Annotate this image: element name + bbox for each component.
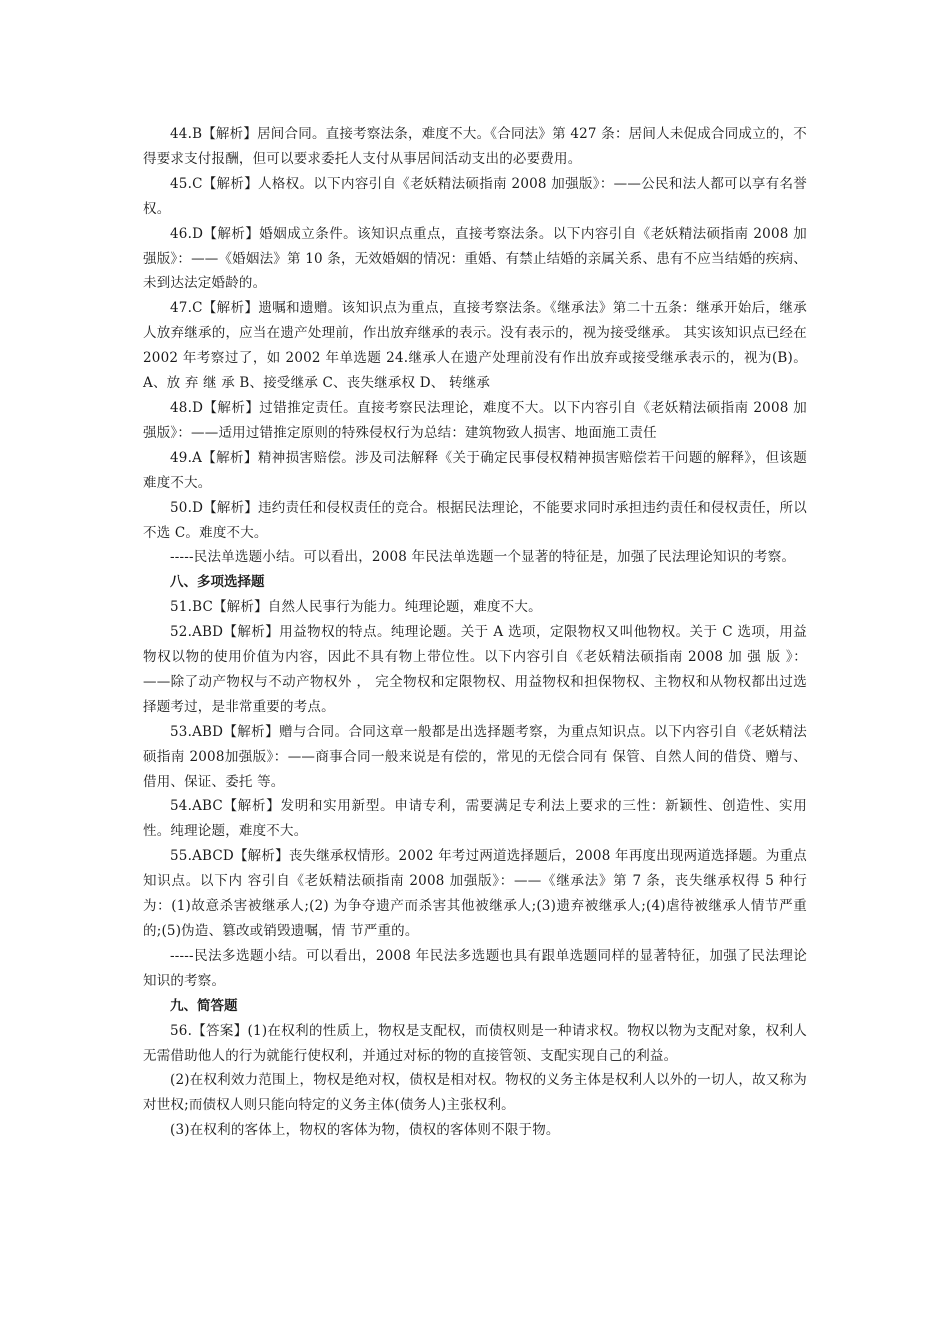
answer-55: 55.ABCD【解析】丧失继承权情形。2002 年考过两道选择题后，2008 年再度出现两道选择题。为重点知识点。以下内 容引自《老妖精法硕指南 2008 加强版》：——《继承法》第 7 条，丧失继承权得 5 种行为：(1)故意杀害被继承人;(2) 为争夺遗产而杀害其他被继承人;(3)遗弃被继承人;(4)虐待被继承人情节严重的;(5)伪造、篡改或销毁遗嘱，情 节严重的。 (143, 848, 807, 939)
answer-56-part-2: (2)在权利效力范围上，物权是绝对权，债权是相对权。物权的义务主体是权利人以外的一切人，故又称为对世权;而债权人则只能向特定的义务主体(债务人)主张权利。 (143, 1072, 807, 1114)
answer-45: 45.C【解析】人格权。以下内容引自《老妖精法硕指南 2008 加强版》：——公民和法人都可以享有名誉权。 (143, 175, 807, 217)
answer-56-part-1: 56.【答案】(1)在权利的性质上，物权是支配权，而债权则是一种请求权。物权以物为支配对象，权利人无需借助他人的行为就能行使权利，并通过对标的物的直接管领、支配实现自己的利益。 (143, 1022, 807, 1064)
single-choice-summary: -----民法单选题小结。可以看出，2008 年民法单选题一个显著的特征是，加强了民法理论知识的考察。 (170, 549, 796, 566)
answer-44: 44.B【解析】居间合同。直接考察法条，难度不大。《合同法》第 427 条：居间人未促成合同成立的，不得要求支付报酬，但可以要求委托人支付从事居间活动支出的必要费用。 (143, 126, 807, 167)
multiple-choice-summary: -----民法多选题小结。可以看出，2008 年民法多选题也具有跟单选题同样的显著特征，加强了民法理论知识的考察。 (143, 947, 807, 989)
section-heading-short-answer: 九、简答题 (170, 997, 238, 1014)
answer-50: 50.D【解析】违约责任和侵权责任的竞合。根据民法理论，不能要求同时承担违约责任和侵权责任，所以不选 C。难度不大。 (143, 499, 807, 541)
answer-47: 47.C【解析】遗嘱和遗赠。该知识点为重点，直接考察法条。《继承法》第二十五条：继承开始后，继承人放弃继承的，应当在遗产处理前，作出放弃继承的表示。没有表示的，视为接受继承。 其实该知识点已经在 2002 年考察过了，如 2002 年单选题 24.继承人在遗产处理前没有作出放弃或接受继承表示的，视为(B)。 A、放 弃 继 承 B、接受继承 C、丧失继承权 D、 转继承 (143, 300, 807, 392)
section-heading-multiple-choice: 八、多项选择题 (170, 574, 265, 591)
answer-53: 53.ABD【解析】赠与合同。合同这章一般都是出选择题考察，为重点知识点。以下内容引自《老妖精法硕指南 2008加强版》：——商事合同一般来说是有偿的，常见的无偿合同有 保管、自然人间的借贷、赠与、借用、保证、委托 等。 (143, 723, 807, 790)
answer-49: 49.A【解析】精神损害赔偿。涉及司法解释《关于确定民事侵权精神损害赔偿若干问题的解释》，但该题难度不大。 (143, 449, 807, 491)
document-page (143, 122, 807, 1143)
answer-56-part-3: (3)在权利的客体上，物权的客体为物，债权的客体则不限于物。 (170, 1122, 560, 1139)
answer-51: 51.BC【解析】自然人民事行为能力。纯理论题，难度不大。 (170, 599, 542, 616)
answer-54: 54.ABC【解析】发明和实用新型。申请专利，需要满足专利法上要求的三性：新颖性、创造性、实用性。纯理论题，难度不大。 (143, 798, 807, 840)
answer-48: 48.D【解析】过错推定责任。直接考察民法理论，难度不大。以下内容引自《老妖精法硕指南 2008 加强版》：——适用过错推定原则的特殊侵权行为总结：建筑物致人损害、地面施工责任 (143, 399, 807, 441)
answer-52: 52.ABD【解析】用益物权的特点。纯理论题。关于 A 选项，定限物权又叫他物权。关于 C 选项，用益物权以物的使用价值为内容，因此不具有物上带位性。以下内容引自《老妖精法硕指南 2008 加 强 版 》：——除了动产物权与不动产物权外 ， 完全物权和定限物权、用益物权和担保物权、主物权和从物权都出过选择题考过，是非常重要的考点。 (143, 624, 807, 715)
answer-46: 46.D【解析】婚姻成立条件。该知识点重点，直接考察法条。以下内容引自《老妖精法硕指南 2008 加强版》：——《婚姻法》第 10 条，无效婚姻的情况：重婚、有禁止结婚的亲属关系、患有不应当结婚的疾病、未到达法定婚龄的。 (143, 225, 807, 292)
